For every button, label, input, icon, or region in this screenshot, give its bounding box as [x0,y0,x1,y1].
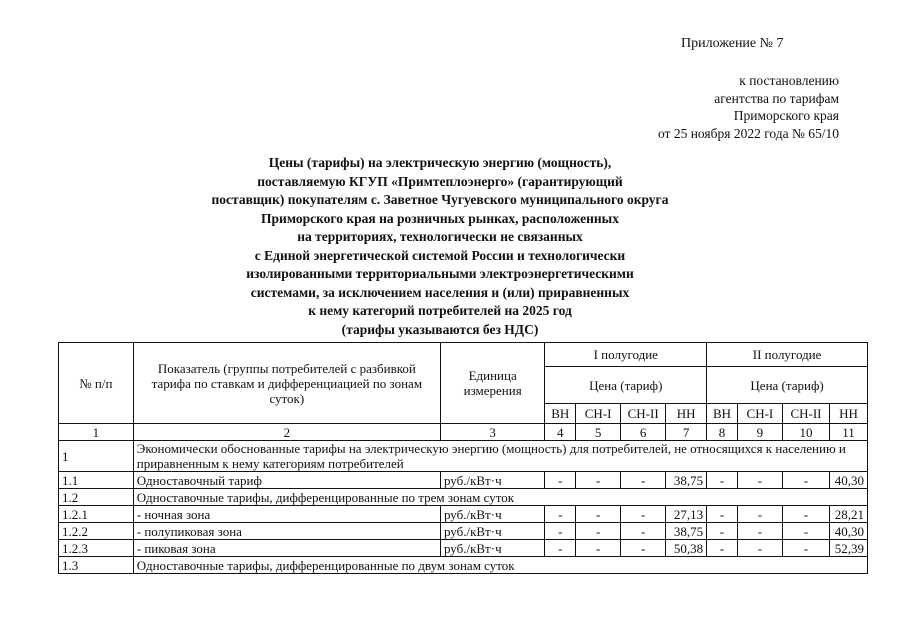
title-line: поставщик) покупателям с. Заветное Чугуевского муниципального округа [211,192,669,207]
header-half-1: I полугодие [545,343,707,367]
title-line: с Единой энергетической системой России и технологически [254,247,626,263]
row-indicator: Одноставочный тариф [133,472,440,489]
header-price-1: Цена (тариф) [545,367,707,404]
header-unit: Единица измерения [440,343,544,424]
level-header: ВН [707,404,738,424]
column-number: 11 [830,424,868,441]
tariff-value: 40,30 [830,523,868,540]
row-section-title: Одноставочные тарифы, дифференцированные по двум зонам суток [133,557,867,574]
row-indicator: - полупиковая зона [133,523,440,540]
column-number: 9 [737,424,782,441]
appendix-number: Приложение № 7 [681,36,784,51]
tariff-value: 50,38 [666,540,707,557]
column-number: 3 [440,424,544,441]
row-number: 1.2.1 [59,506,134,523]
title-line: к нему категорий потребителей на 2025 год [308,303,572,318]
tariff-value: - [576,506,621,523]
tariff-value: - [737,523,782,540]
level-header: СН-I [576,404,621,424]
tariff-value: - [707,540,738,557]
tariff-value: - [621,506,666,523]
tariff-value: - [782,472,829,489]
column-number: 6 [621,424,666,441]
resolution-line: Приморского края [733,108,839,123]
header-indicator: Показатель (группы потребителей с разбивкой тарифа по ставкам и дифференциацией по зонам суток) [133,343,440,424]
resolution-line: агентства по тарифам [714,90,839,106]
tariff-value: - [737,540,782,557]
tariff-value: - [737,506,782,523]
tariff-value: - [545,472,576,489]
level-header: СН-I [737,404,782,424]
column-number: 4 [545,424,576,441]
tariff-value: - [737,472,782,489]
table-row [59,557,868,574]
header-half-2: II полугодие [707,343,868,367]
tariff-value: - [545,506,576,523]
row-unit: руб./кВт·ч [440,472,544,489]
tariff-value: - [576,540,621,557]
column-number: 8 [707,424,738,441]
tariff-value: - [782,506,829,523]
header-number: № п/п [59,343,134,424]
tariff-value: - [782,523,829,540]
tariff-value: 27,13 [666,506,707,523]
title-line: Приморского края на розничных рынках, расположенных [261,210,619,226]
resolution-line: от 25 ноября 2022 года № 65/10 [657,125,839,141]
table-row [59,540,868,557]
tariff-table [58,342,868,574]
header-price-2: Цена (тариф) [707,367,868,404]
row-indicator: - пиковая зона [133,540,440,557]
row-unit: руб./кВт·ч [440,540,544,557]
column-number-row [59,424,868,441]
tariff-value: - [707,506,738,523]
row-number: 1.1 [59,472,134,489]
table-row [59,441,868,472]
tariff-value: - [707,523,738,540]
tariff-value: 38,75 [666,523,707,540]
level-header: СН-II [782,404,829,424]
resolution-reference [579,72,839,142]
table-row [59,523,868,540]
level-header: НН [666,404,707,424]
title-line: (тарифы указываются без НДС) [341,321,539,337]
column-number: 2 [133,424,440,441]
level-header: НН [830,404,868,424]
title-line: на территориях, технологически не связанных [297,229,583,244]
tariff-value: 40,30 [830,472,868,489]
tariff-value: - [782,540,829,557]
table-row [59,472,868,489]
resolution-line: к постановлению [739,73,839,88]
tariff-value: - [621,540,666,557]
tariff-value: - [576,472,621,489]
tariff-value: 52,39 [830,540,868,557]
document-title [160,154,720,339]
tariff-value: - [545,540,576,557]
tariff-value: - [576,523,621,540]
row-indicator: - ночная зона [133,506,440,523]
title-line: изолированными территориальными электроэнергетическими [246,266,634,281]
level-header: СН-II [621,404,666,424]
column-number: 5 [576,424,621,441]
column-number: 10 [782,424,829,441]
row-section-title: Экономически обоснованные тарифы на электрическую энергию (мощность) для потребителей, не относящихся к населению и приравненным к нему категориям потребителей [133,441,867,472]
table-row [59,506,868,523]
level-header: ВН [545,404,576,424]
row-number: 1.2 [59,489,134,506]
row-number: 1 [59,441,134,472]
row-number: 1.2.3 [59,540,134,557]
tariff-value: - [545,523,576,540]
tariff-value: - [707,472,738,489]
tariff-value: 28,21 [830,506,868,523]
column-number: 7 [666,424,707,441]
header-row [59,343,868,367]
row-number: 1.3 [59,557,134,574]
title-line: системами, за исключением населения и (или) приравненных [250,284,630,300]
table-row [59,489,868,506]
title-line: поставляемую КГУП «Примтеплоэнерго» (гарантирующий [257,173,623,189]
row-number: 1.2.2 [59,523,134,540]
tariff-value: - [621,523,666,540]
tariff-value: 38,75 [666,472,707,489]
row-unit: руб./кВт·ч [440,523,544,540]
row-section-title: Одноставочные тарифы, дифференцированные по трем зонам суток [133,489,867,506]
title-line: Цены (тарифы) на электрическую энергию (мощность), [268,155,612,170]
tariff-value: - [621,472,666,489]
column-number: 1 [59,424,134,441]
row-unit: руб./кВт·ч [440,506,544,523]
